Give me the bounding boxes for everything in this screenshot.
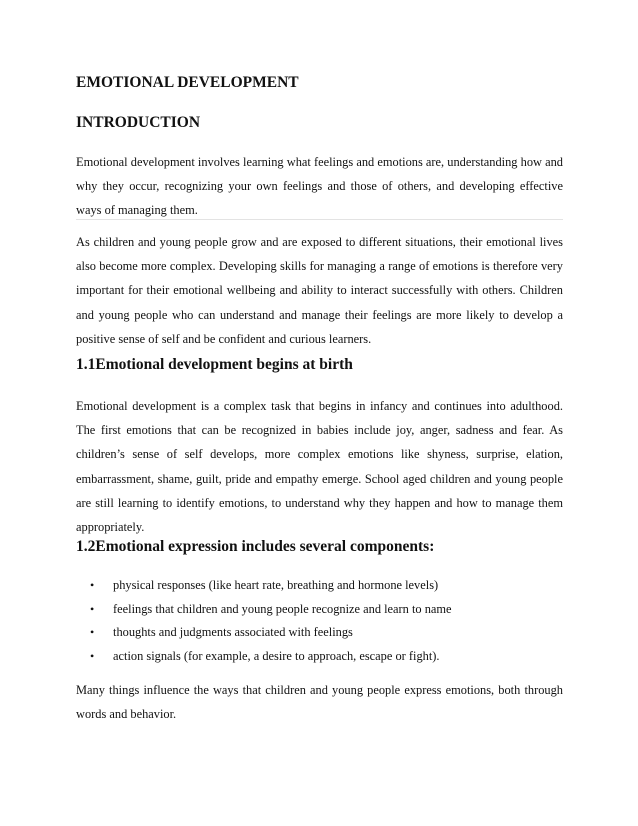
- list-item-text: feelings that children and young people recognize and learn to name: [113, 601, 452, 616]
- intro-paragraph-1: Emotional development involves learning what feelings and emotions are, understanding how and why they occur, recognizing your own feelings and those of others, and developing effective ways of managing them.: [76, 155, 563, 218]
- list-item: [76, 621, 563, 645]
- list-item: [76, 598, 563, 622]
- section-1-1-heading: [76, 356, 353, 374]
- bullet-icon: •: [90, 649, 95, 664]
- section-1-2-heading: [76, 538, 434, 556]
- section-1-1-number: 1.1: [76, 356, 96, 373]
- intro-paragraph-2: As children and young people grow and are exposed to different situations, their emotional lives also become more complex. Developing skills for managing a range of emotions is therefore very important for their emotional wellbeing and ability to interact successfully with others. Children and young people who can understand and manage their feelings are more likely to develop a positive sense of self and be confident and curious learners.: [76, 235, 563, 346]
- list-item: [76, 574, 563, 598]
- section-1-2-title: Emotional expression includes several components:: [95, 538, 435, 555]
- section-1-2-paragraph: Many things influence the ways that children and young people express emotions, both through words and behavior.: [76, 683, 563, 722]
- section-divider: [76, 219, 563, 220]
- bullet-icon: •: [90, 578, 95, 592]
- bullet-icon: •: [90, 625, 95, 640]
- section-1-1-title: Emotional development begins at birth: [95, 356, 353, 373]
- section-1-1-paragraph: Emotional development is a complex task that begins in infancy and continues into adulthood. The first emotions that can be recognized in babies include joy, anger, sadness and fear. As children’s sense of self develops, more complex emotions like shyness, surprise, elation, embarrassment, shame, guilt, pride and empathy emerge. School aged children and young people are still learning to identify emotions, to understand why they happen and how to manage them appropriately.: [76, 399, 563, 535]
- list-item-text: thoughts and judgments associated with feelings: [113, 625, 353, 640]
- section-1-2-number: 1.2: [76, 538, 96, 555]
- list-item-text: physical responses (like heart rate, breathing and hormone levels): [113, 578, 439, 592]
- document-title: EMOTIONAL DEVELOPMENT: [76, 74, 299, 91]
- list-item-text: action signals (for example, a desire to approach, escape or fight).: [113, 649, 440, 664]
- introduction-heading: INTRODUCTION: [76, 114, 201, 131]
- list-item: [76, 645, 563, 669]
- bullet-icon: •: [90, 601, 95, 616]
- components-bullet-list: [76, 574, 563, 669]
